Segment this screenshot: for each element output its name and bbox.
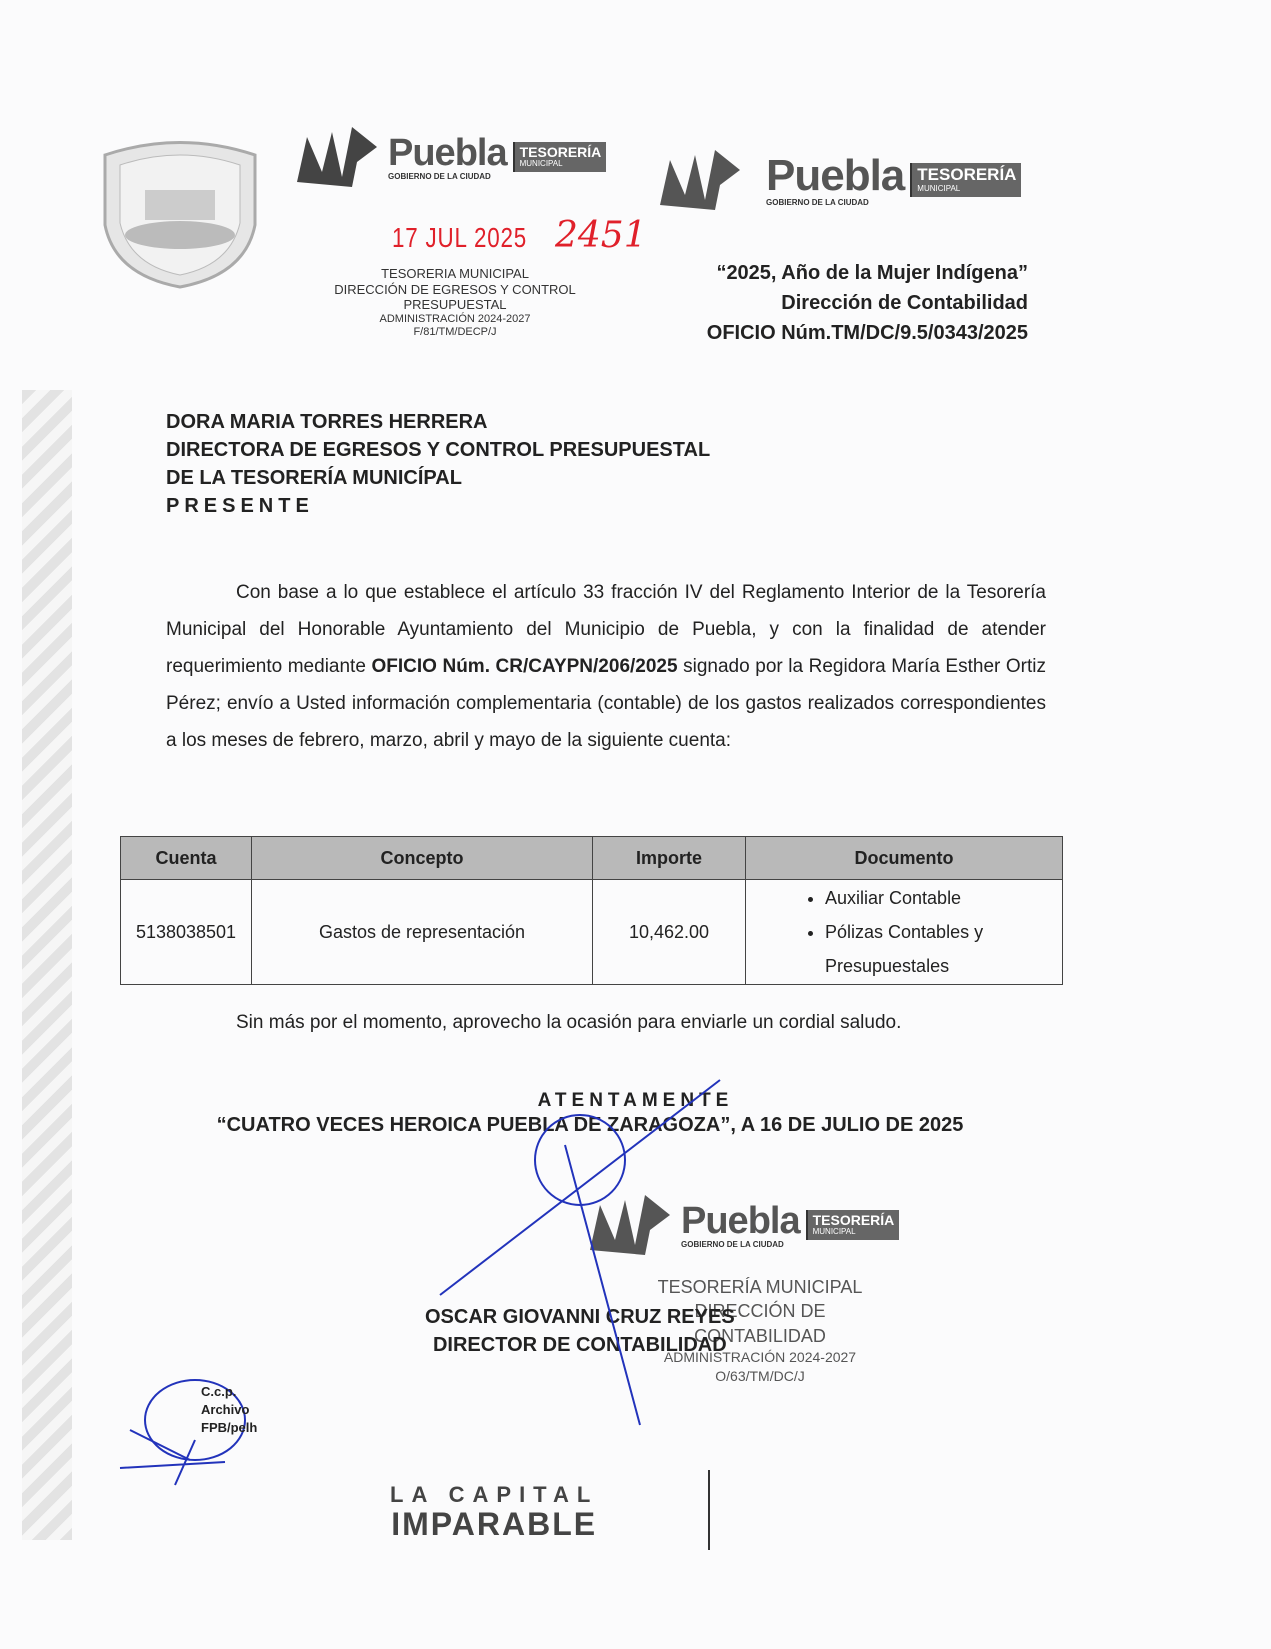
stamp-line: DIRECCIÓN DE EGRESOS Y CONTROL (334, 281, 576, 297)
logo-badge: TESORERÍA MUNICIPAL (910, 163, 1021, 196)
body-text: signado por la Regidora María Esther Ortiz Pérez; envío a Usted información complementaria (contable) de los gastos realizados correspondientes a los meses de febrero, marzo, abril y mayo de la siguiente cuenta: (166, 656, 1047, 751)
footer-logo (390, 1482, 598, 1540)
stamp-line: O/63/TM/DC/J (715, 1367, 805, 1384)
ccp-initials: FPB/pelh (201, 1420, 258, 1436)
city-date-line: “CUATRO VECES HEROICA PUEBLA DE ZARAGOZA”, A 16 DE JULIO DE 2025 (216, 1114, 964, 1136)
handwritten-folio: 2451 (555, 215, 647, 256)
signer-title: DIRECTOR DE CONTABILIDAD (432, 1334, 727, 1356)
cell-concepto: Gastos de representación (252, 880, 593, 985)
stamp-line: ADMINISTRACIÓN 2024-2027 (663, 1348, 857, 1365)
logo-subtitle: GOBIERNO DE LA CIUDAD (766, 197, 869, 207)
signer-name: OSCAR GIOVANNI CRUZ REYES (425, 1306, 735, 1328)
footer-line2: IMPARABLE (391, 1506, 598, 1542)
header-documento: Documento (746, 837, 1063, 880)
stamp-line: F/81/TM/DECP/J (413, 325, 497, 338)
logo-subtitle: GOBIERNO DE LA CIUDAD (388, 171, 491, 181)
ccp-archivo: Archivo (201, 1402, 250, 1418)
document-item: • Auxiliar Contable (825, 881, 1061, 915)
logo-badge: TESORERÍA MUNICIPAL (513, 142, 607, 172)
cell-cuenta: 5138038501 (121, 880, 252, 985)
ccp-label: C.c.p. (201, 1384, 237, 1399)
header-cuenta: Cuenta (121, 837, 252, 880)
addressee-title: DIRECTORA DE EGRESOS Y CONTROL PRESUPUESTAL (166, 439, 711, 461)
footer-divider (708, 1470, 710, 1550)
referenced-oficio: OFICIO Núm. CR/CAYPN/206/2025 (371, 656, 678, 677)
stamp-line: ADMINISTRACIÓN 2024-2027 (379, 312, 531, 325)
document-item: • Pólizas Contables y Presupuestales (825, 915, 1061, 983)
year-motto: “2025, Año de la Mujer Indígena” (716, 262, 1028, 284)
stamp-line: PRESUPUESTAL (403, 297, 507, 313)
received-date-stamp: 17 JUL 2025 (392, 222, 527, 253)
body-text: Con base a lo que establece el artículo 33 fracción IV del Reglamento Interior de la Tesorería Municipal del Honorable Ayuntamiento del Municipio de Puebla, y con la finalidad de atender requerimiento mediante (166, 582, 1046, 677)
oficio-number: OFICIO Núm.TM/DC/9.5/0343/2025 (706, 322, 1028, 344)
footer-line1: LA CAPITAL (390, 1482, 599, 1507)
logo-badge: TESORERÍA MUNICIPAL (806, 1210, 900, 1240)
stamp-line: TESORERÍA MUNICIPAL (657, 1277, 863, 1297)
ccp-block (201, 1383, 257, 1438)
stamp-line: DIRECCIÓN DE CONTABILIDAD (694, 1301, 826, 1346)
addressee-name: DORA MARIA TORRES HERRERA (166, 411, 488, 433)
logo-wordmark: Puebla (388, 131, 507, 174)
cell-importe: 10,462.00 (593, 880, 746, 985)
header-concepto: Concepto (252, 837, 593, 880)
presente: PRESENTE (166, 495, 314, 517)
addressee-org: DE LA TESORERÍA MUNICÍPAL (166, 467, 462, 489)
logo-wordmark: Puebla (766, 150, 905, 200)
department-name: Dirección de Contabilidad (781, 292, 1028, 314)
header-importe: Importe (593, 837, 746, 880)
logo-wordmark: Puebla (681, 1199, 800, 1242)
atentamente: ATENTAMENTE (537, 1090, 734, 1111)
stamp-line: TESORERIA MUNICIPAL (381, 266, 529, 281)
logo-subtitle: GOBIERNO DE LA CIUDAD (681, 1239, 784, 1249)
closing-text: Sin más por el momento, aprovecho la ocasión para enviarle un cordial saludo. (236, 1012, 902, 1033)
